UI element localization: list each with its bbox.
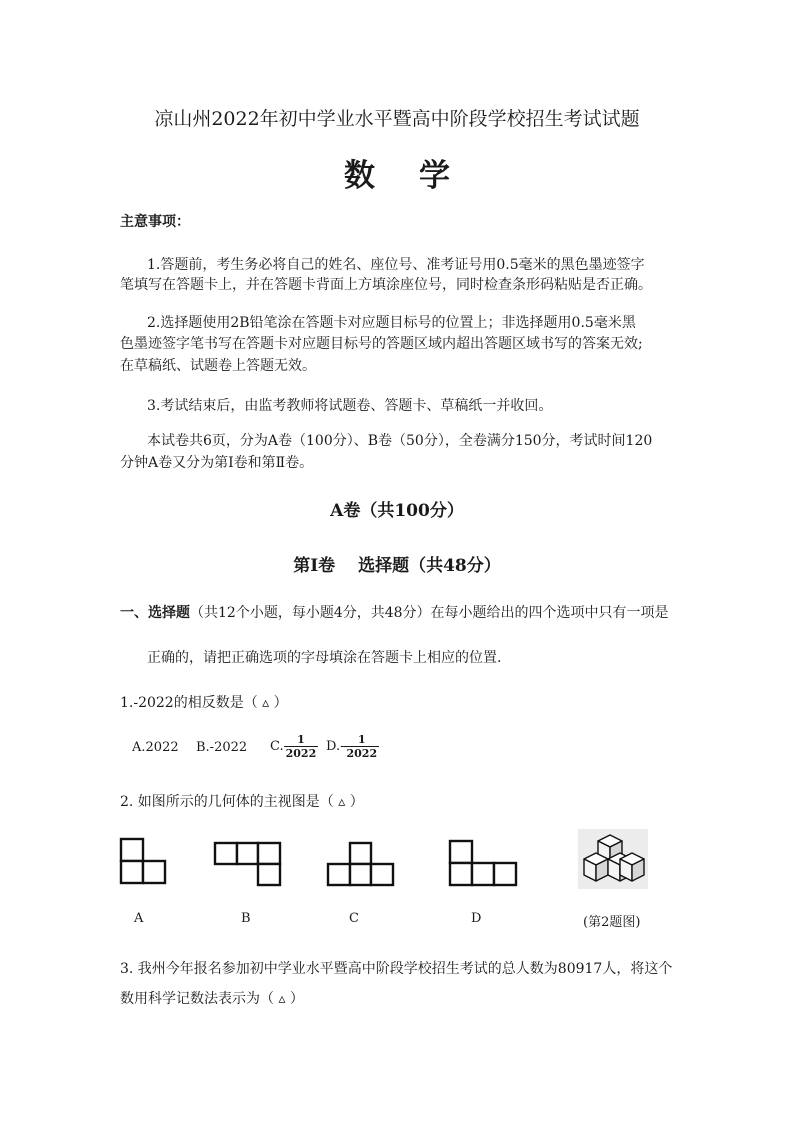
q1-option-b: B.-2022 <box>196 740 248 755</box>
note-2-line-1: 2.选择题使用2B铅笔涂在答题卡对应题目标号的位置上；非选择题用0.5毫米黑 <box>147 315 636 331</box>
fig-d-square <box>494 863 516 885</box>
fig-c-square <box>371 864 393 885</box>
fig-d-square <box>472 863 494 885</box>
fig-a-square <box>143 861 165 883</box>
q1-option-d-numerator: 1 <box>344 733 379 747</box>
note-3: 3.考试结束后，由监考教师将试题卷、答题卡、草稿纸一并收回。 <box>147 398 553 414</box>
question-3-line-1: 3. 我州今年报名参加初中学业水平暨高中阶段学校招生考试的总人数为80917人，将这个 <box>120 961 673 977</box>
fig-b-square <box>258 843 280 864</box>
q1-option-c-numerator: 1 <box>284 733 319 747</box>
q1-option-c <box>270 733 318 760</box>
q2-label-c: C <box>349 911 359 926</box>
instructions-line-2: 正确的，请把正确选项的字母填涂在答题卡上相应的位置. <box>147 650 502 666</box>
note-1-line-2: 笔填写在答题卡上，并在答题卡背面上方填涂座位号，同时检查条形码粘贴是否正确。 <box>120 277 652 293</box>
q2-figure-c <box>325 840 397 888</box>
q2-figure-a <box>118 836 168 888</box>
part-a-heading: A卷（共100分） <box>330 501 464 521</box>
note-2-line-3: 在草稿纸、试题卷上答题无效。 <box>120 358 316 374</box>
fig-b-square <box>215 843 237 864</box>
notes-heading: 主意事项： <box>120 214 190 230</box>
subject-title: 数学 <box>344 158 494 194</box>
paper-info-line-2: 分钟A卷又分为第Ⅰ卷和第Ⅱ卷。 <box>120 455 314 471</box>
instructions-text: （共12个小题，每小题4分，共48分）在每小题给出的四个选项中只有一项是 <box>190 605 669 621</box>
fig-b-square <box>258 864 280 885</box>
fig-b-square <box>237 843 258 864</box>
q2-figure-b <box>212 840 284 888</box>
fig-a-square <box>121 839 143 861</box>
q1-option-a: A.2022 <box>132 740 179 755</box>
fig-c-square <box>328 864 350 885</box>
note-2-line-2: 色墨迹签字笔书写在答题卡对应题目标号的答题区域内超出答题区域书写的答案无效; <box>120 336 643 352</box>
question-1-stem: 1.-2022的相反数是（ ▵ ） <box>120 695 288 711</box>
instructions-line-1 <box>120 602 669 622</box>
q1-option-c-fraction <box>284 733 319 760</box>
fig-c-square <box>350 864 371 885</box>
paper-info-line-1: 本试卷共6页，分为A卷（100分）、B卷（50分），全卷满分150分，考试时间120 <box>147 433 653 449</box>
q1-option-d <box>326 733 379 760</box>
q2-label-a: A <box>134 911 144 926</box>
q1-option-d-denominator: 2022 <box>346 747 378 760</box>
exam-title: 凉山州2022年初中学业水平暨高中阶段学校招生考试试题 <box>154 108 640 130</box>
q2-3d-figure <box>578 829 648 889</box>
question-2-stem: 2. 如图所示的几何体的主视图是（ ▵ ） <box>120 794 364 810</box>
fig-d-square <box>450 841 472 863</box>
q2-figure-d <box>447 838 521 888</box>
fig-a-square <box>121 861 143 883</box>
question-3-line-2: 数用科学记数法表示为（ ▵ ） <box>120 991 304 1007</box>
fig-d-square <box>450 863 472 885</box>
part-1-heading: 第Ⅰ卷 选择题（共48分） <box>293 556 501 576</box>
q2-label-b: B <box>241 911 251 926</box>
q2-label-d: D <box>471 911 482 926</box>
instructions-label: 一、选择题 <box>120 605 190 621</box>
fig-c-square <box>350 843 371 864</box>
q1-option-c-prefix: C. <box>270 739 284 754</box>
q1-option-d-prefix: D.- <box>326 739 345 754</box>
q1-option-d-fraction <box>344 733 379 760</box>
q2-figure-caption: (第2题图) <box>583 915 641 930</box>
note-1-line-1: 1.答题前，考生务必将自己的姓名、座位号、准考证号用0.5毫米的黑色墨迹签字 <box>147 257 645 273</box>
q1-option-c-denominator: 2022 <box>285 747 317 760</box>
